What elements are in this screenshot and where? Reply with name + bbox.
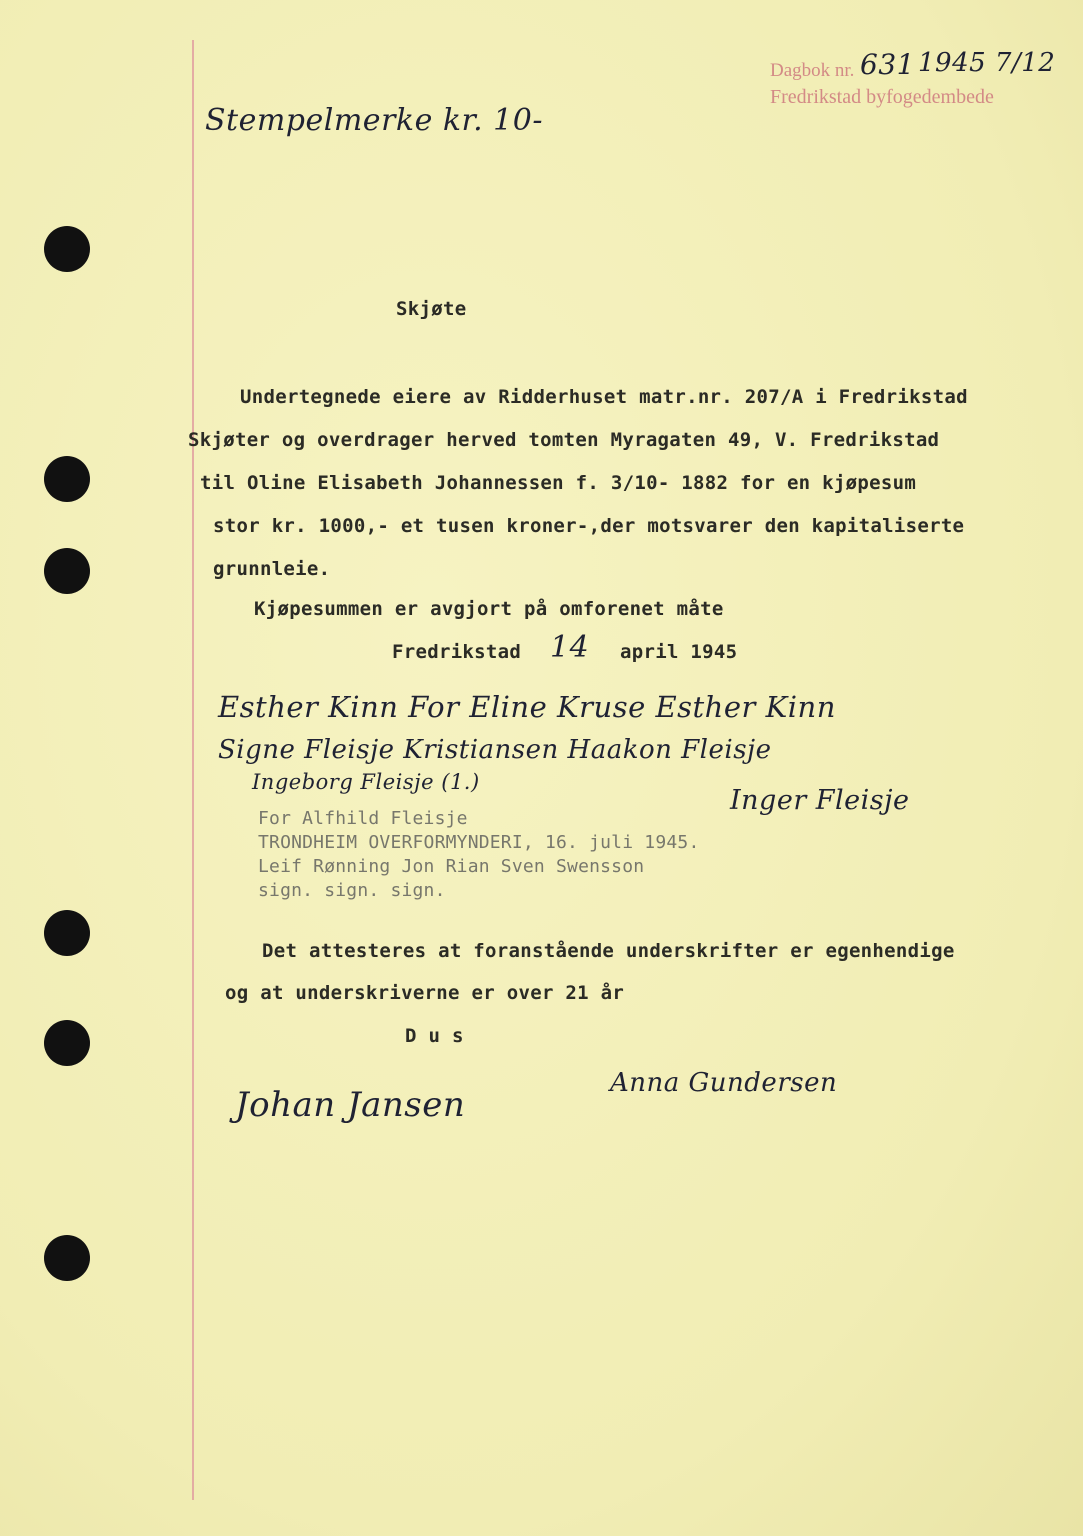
payment-line: Kjøpesummen er avgjort på omforenet måte: [254, 598, 724, 620]
document-title: Skjøte: [396, 298, 467, 320]
attestation-line: og at underskriverne er over 21 år: [225, 982, 625, 1004]
attestation-label: D u s: [405, 1025, 464, 1047]
body-line: til Oline Elisabeth Johannessen f. 3/10- 1882 for en kjøpesum: [200, 472, 917, 494]
witness-signature: Johan Jansen: [235, 1085, 466, 1125]
place-name: Fredrikstad: [392, 641, 522, 663]
signature-line: Ingeborg Fleisje (1.): [252, 770, 480, 794]
journal-number: 631: [860, 48, 915, 81]
body-line: Undertegnede eiere av Ridderhuset matr.nr. 207/A i Fredrikstad: [240, 386, 968, 408]
guardian-names: Leif Rønning Jon Rian Sven Swensson: [258, 856, 645, 877]
witness-signature: Anna Gundersen: [610, 1068, 838, 1098]
punch-hole: [44, 1235, 90, 1281]
punch-hole: [44, 910, 90, 956]
guardian-for: For Alfhild Fleisje: [258, 808, 468, 829]
body-line: Skjøter og overdrager herved tomten Myragaten 49, V. Fredrikstad: [188, 429, 940, 451]
attestation-line: Det attesteres at foranstående underskrifter er egenhendige: [262, 940, 955, 962]
stamp-duty-note: Stempelmerke kr. 10-: [205, 103, 543, 138]
guardian-sign: sign. sign. sign.: [258, 880, 446, 901]
punch-hole: [44, 456, 90, 502]
journal-year: 1945 7/12: [918, 48, 1056, 78]
date-rest: april 1945: [620, 641, 738, 663]
punch-hole: [44, 1020, 90, 1066]
body-line: grunnleie.: [213, 558, 331, 580]
journal-prefix: Dagbok nr.: [770, 60, 855, 81]
punch-hole: [44, 548, 90, 594]
signature-line: Signe Fleisje Kristiansen Haakon Fleisje: [218, 735, 772, 765]
margin-line: [192, 40, 194, 1500]
body-line: stor kr. 1000,- et tusen kroner-,der motsvarer den kapitaliserte: [213, 515, 965, 537]
signature-line: Inger Fleisje: [730, 785, 910, 816]
punch-hole: [44, 226, 90, 272]
signature-line: Esther Kinn For Eline Kruse Esther Kinn: [218, 690, 836, 724]
office-stamp: Fredrikstad byfogedembede: [770, 86, 994, 108]
date-day: 14: [550, 630, 590, 665]
guardian-office: TRONDHEIM OVERFORMYNDERI, 16. juli 1945.: [258, 832, 700, 853]
